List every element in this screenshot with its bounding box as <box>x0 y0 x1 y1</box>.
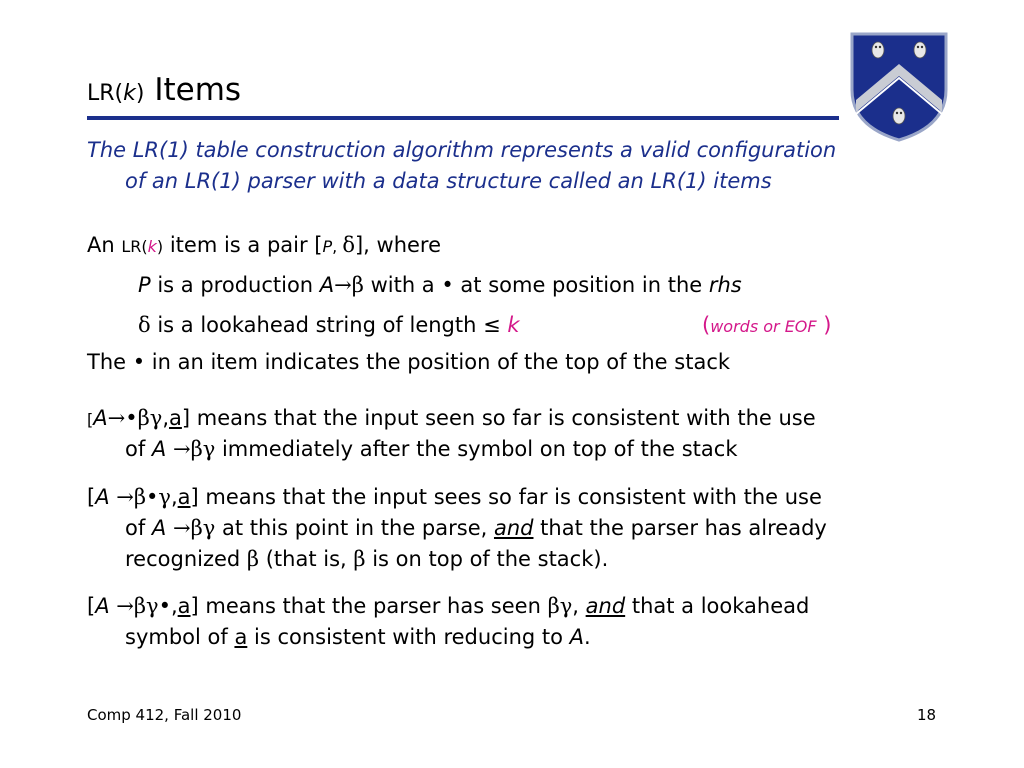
title-items: Items <box>154 72 242 108</box>
item3-text-4: symbol of <box>125 625 235 649</box>
delta-paren-open: ( <box>702 313 711 337</box>
footer-page-number: 18 <box>917 706 937 724</box>
intro-line-2: of an LR(1) parser with a data structure called an LR(1) items <box>125 169 772 193</box>
item2-text-4: recognized <box>125 547 247 571</box>
footer-course: Comp 412, Fall 2010 <box>87 706 242 724</box>
item2-text-3: that the parser has already <box>533 516 827 540</box>
slide-title <box>87 72 241 108</box>
item2-beta-4: β <box>353 547 366 571</box>
item2-of: of <box>125 516 152 540</box>
def-rest-b: ], where <box>354 233 442 257</box>
item3-and: and <box>585 594 626 618</box>
item3-rest-1: ] means that the parser has seen <box>190 594 548 618</box>
item1-beta-gamma-2: βγ <box>190 437 216 461</box>
p-symbol: P <box>138 273 151 297</box>
item3-line-1 <box>87 594 809 618</box>
item2-arrow: → <box>109 485 134 509</box>
def-delta: δ <box>342 233 355 257</box>
item2-open: [ <box>87 485 96 509</box>
item3-beta-gamma: βγ <box>133 594 159 618</box>
p-text-1: is a production <box>150 273 320 297</box>
item1-beta-gamma: βγ <box>137 406 163 430</box>
item2-text-5: (that is, <box>259 547 354 571</box>
delta-text-1: is a lookahead string of length ≤ <box>150 313 508 337</box>
item3-beta-gamma-2: βγ <box>547 594 573 618</box>
title-k: k <box>123 81 136 106</box>
def-an: An <box>87 233 122 257</box>
title-lr-prefix: LR( <box>87 81 124 106</box>
item1-a2: A <box>151 437 167 461</box>
delta-symbol: δ <box>138 313 151 337</box>
item3-text-3: that a lookahead <box>625 594 810 618</box>
item2-beta: β <box>133 485 146 509</box>
item2-text-6: is on top of the stack). <box>365 547 609 571</box>
p-text-2: with a • at some position in the <box>363 273 709 297</box>
item2-text-2: at this point in the parse, <box>215 516 494 540</box>
item3-lookahead: a <box>177 594 191 618</box>
title-rule <box>87 116 839 120</box>
item1-line-2 <box>125 437 737 461</box>
item2-gamma: γ <box>158 485 171 509</box>
item2-beta-3: β <box>246 547 260 571</box>
item3-dot: • <box>158 594 171 618</box>
definition-line <box>87 233 441 259</box>
def-k: k <box>147 237 157 256</box>
delta-k: k <box>507 313 520 337</box>
rice-shield-logo <box>848 30 950 142</box>
item2-beta-gamma-2: βγ <box>190 516 216 540</box>
def-comma: , <box>332 237 343 256</box>
delta-lookahead-line <box>138 313 520 337</box>
p-production-line <box>138 273 742 297</box>
item1-a: A <box>93 406 108 430</box>
item3-arrow: → <box>109 594 134 618</box>
item1-rest-1: ] means that the input seen so far is consistent with the use <box>181 406 816 430</box>
item3-a3: A <box>569 625 585 649</box>
delta-paren-close: ) <box>816 313 832 337</box>
item3-lookahead-2: a <box>234 625 248 649</box>
def-rest-a: item is a pair [ <box>163 233 323 257</box>
dot-position-line: The • in an item indicates the position of the top of the stack <box>87 350 731 374</box>
item3-open: [ <box>87 594 96 618</box>
item3-comma: , <box>170 594 178 618</box>
item2-dot: • <box>146 485 159 509</box>
item2-arrow2: → <box>166 516 191 540</box>
item3-line-2 <box>125 625 591 649</box>
item3-text-2: , <box>572 594 586 618</box>
item1-dot: • <box>125 406 138 430</box>
item1-arrow2: → <box>166 437 191 461</box>
item2-line-1 <box>87 485 822 509</box>
intro-line-1: The LR(1) table construction algorithm represents a valid configuration <box>87 138 837 162</box>
title-lr-suffix: ) <box>135 81 145 106</box>
p-rhs: rhs <box>708 273 742 297</box>
item1-rest-2: immediately after the symbol on top of the stack <box>215 437 738 461</box>
item2-lookahead: a <box>177 485 191 509</box>
item1-line-1 <box>87 406 816 432</box>
item1-open: [ <box>87 410 94 429</box>
def-lr-open: LR( <box>121 237 148 256</box>
delta-note-text: words or EOF <box>710 317 817 336</box>
p-beta: β <box>351 273 364 297</box>
item1-lookahead: a <box>169 406 182 430</box>
item1-arrow: → <box>107 406 126 430</box>
def-p: P <box>322 237 333 256</box>
item2-rest-1: ] means that the input sees so far is consistent with the use <box>190 485 822 509</box>
def-lr-close: ) <box>156 237 164 256</box>
item2-comma: , <box>170 485 178 509</box>
item2-and: and <box>493 516 534 540</box>
item1-of: of <box>125 437 152 461</box>
item2-a: A <box>95 485 110 509</box>
item2-line-3 <box>125 547 608 571</box>
item1-comma: , <box>162 406 170 430</box>
p-a: A <box>319 273 335 297</box>
item2-line-2 <box>125 516 827 540</box>
item3-a: A <box>95 594 110 618</box>
item3-text-6: . <box>584 625 591 649</box>
p-arrow: → <box>334 273 352 297</box>
item3-text-5: is consistent with reducing to <box>247 625 570 649</box>
delta-note <box>702 313 831 339</box>
item2-a2: A <box>151 516 167 540</box>
